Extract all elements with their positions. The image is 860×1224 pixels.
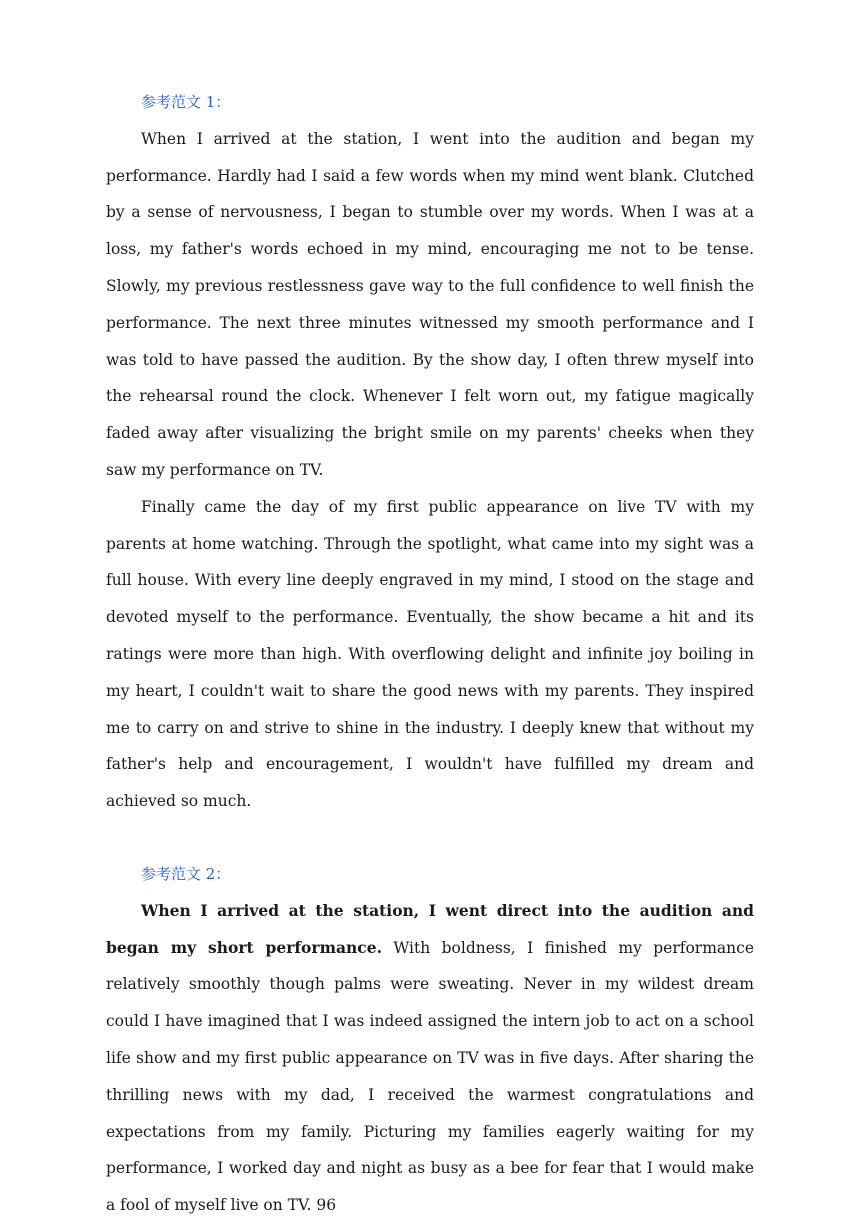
section-spacer [106, 820, 754, 856]
section-2-paragraph [106, 893, 754, 1224]
section-1-paragraph-2: Finally came the day of my first public appearance on live TV with my parents at home watching. Through the spotlight, what came into my sight was a full house. With every line deeply engraved in my mind, I stood on the stage and devoted myself to the performance. Eventually, the show became a hit and its ratings were more than high. With overflowing delight and infinite joy boiling in my heart, I couldn't wait to share the good news with my parents. They inspired me to carry on and strive to shine in the industry. I deeply knew that without my father's help and encouragement, I wouldn't have fulfilled my dream and achieved so much. [106, 497, 754, 811]
section-2-heading: 参考范文 2： [141, 864, 231, 883]
section-1-paragraph-1: When I arrived at the station, I went into the audition and began my performance. Hardly had I said a few words when my mind went blank. Clutched by a sense of nervousness, I began to stumble over my words. When I was at a loss, my father's words echoed in my mind, encouraging me not to be tense. Slowly, my previous restlessness gave way to the full confidence to well finish the performance. The next three minutes witnessed my smooth performance and I was told to have passed the audition. By the show day, I often threw myself into the rehearsal round the clock. Whenever I felt worn out, my fatigue magically faded away after visualizing the bright smile on my parents' cheeks when they saw my performance on TV. [106, 129, 754, 479]
section-2-lead-sentence: When I arrived at the station, I went direct into the audition and began my short performance. [106, 900, 754, 957]
section-1-heading: 参考范文 1： [141, 93, 231, 111]
section-2-paragraph-body: With boldness, I finished my performance relatively smoothly though palms were sweating. Never in my wildest dream could I have imagined that I was indeed assigned the intern job to act on a school life show and my first public appearance on TV was in five days. After sharing the thrilling news with my dad, I received the warmest congratulations and expectations from my family. Picturing my families eagerly waiting for my performance, I worked day and night as busy as a bee for fear that I would make a fool of myself live on TV. 96 [106, 938, 754, 1215]
document-page [106, 84, 754, 1224]
